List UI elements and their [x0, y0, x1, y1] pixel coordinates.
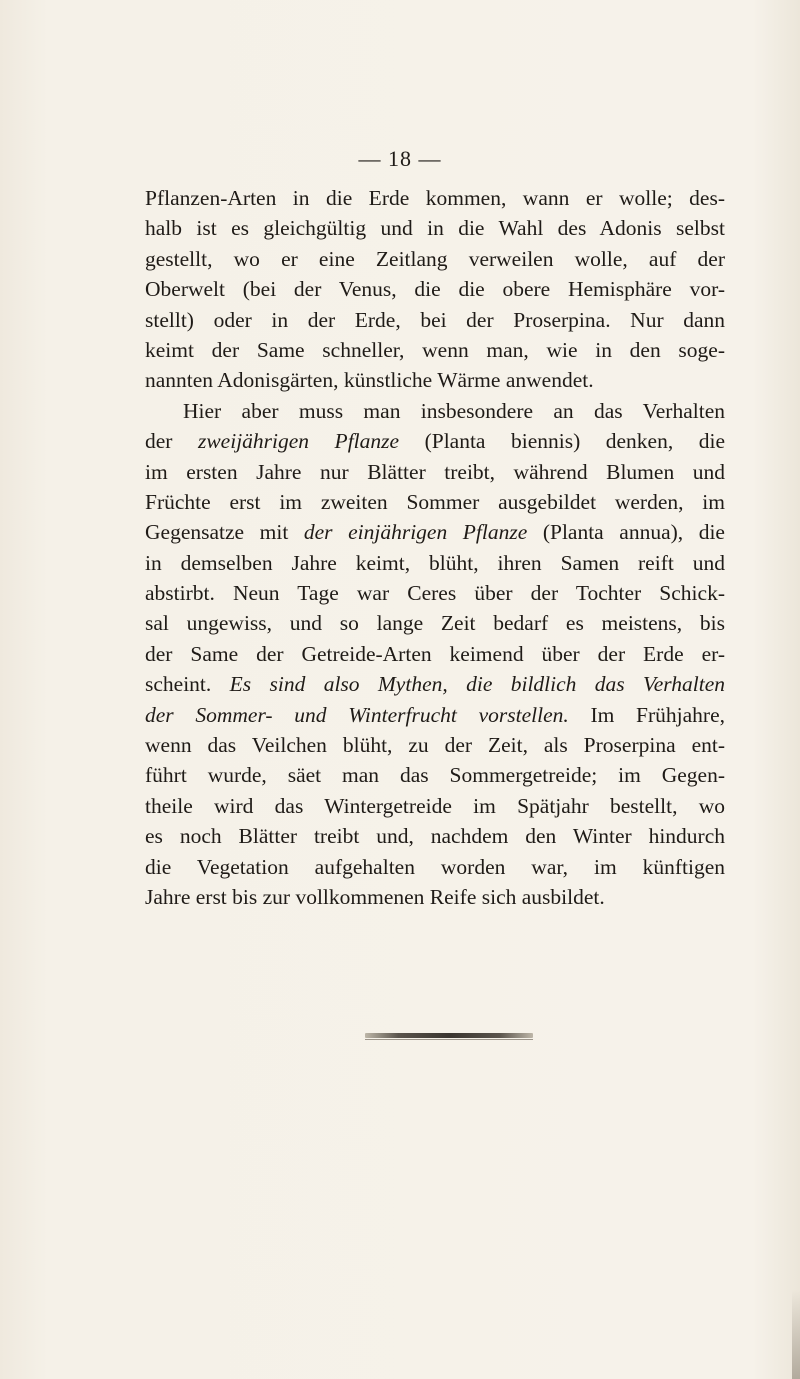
- text-line: [145, 760, 725, 790]
- text-segment: im ersten Jahre nur Blätter treibt, während Blumen und: [145, 459, 725, 484]
- text-line: [145, 700, 725, 730]
- text-segment: stellt) oder in der Erde, bei der Proserpina. Nur dann: [145, 307, 725, 332]
- text-segment: abstirbt. Neun Tage war Ceres über der Tochter Schick-: [145, 581, 725, 606]
- text-line: [145, 608, 725, 638]
- text-segment: Früchte erst im zweiten Sommer ausgebildet werden, im: [145, 489, 725, 514]
- body-text: [145, 183, 725, 912]
- text-line: [145, 457, 725, 487]
- emphasized-text: Es sind also Mythen, die bildlich das Verhalten: [229, 672, 725, 697]
- emphasized-text: der einjährigen Pflanze: [303, 520, 528, 545]
- text-line: [145, 305, 725, 335]
- text-segment: (Planta biennis) denken, die: [399, 429, 725, 454]
- text-segment: in demselben Jahre keimt, blüht, ihren Samen reift und: [145, 550, 725, 575]
- end-ornament-rule: [365, 1033, 533, 1038]
- text-segment: nannten Adonisgärten, künstliche Wärme anwendet.: [145, 368, 594, 393]
- text-line: [145, 730, 725, 760]
- text-line: [145, 852, 725, 882]
- text-line: [145, 548, 725, 578]
- text-segment: führt wurde, säet man das Sommergetreide; im Gegen-: [145, 763, 725, 788]
- text-segment: halb ist es gleichgültig und in die Wahl des Adonis selbst: [145, 216, 725, 241]
- text-segment: keimt der Same schneller, wenn man, wie in den soge-: [145, 337, 725, 362]
- emphasized-text: der Sommer- und Winterfrucht vorstellen.: [145, 702, 569, 727]
- text-segment: gestellt, wo er eine Zeitlang verweilen wolle, auf der: [145, 246, 725, 271]
- text-line: [145, 882, 725, 912]
- text-segment: (Planta annua), die: [527, 520, 725, 545]
- text-segment: Oberwelt (bei der Venus, die die obere Hemisphäre vor-: [145, 277, 725, 302]
- text-segment: Im Frühjahre,: [568, 702, 725, 727]
- text-line: [145, 578, 725, 608]
- text-line: [145, 517, 725, 547]
- text-segment: wenn das Veilchen blüht, zu der Zeit, als Proserpina ent-: [145, 733, 725, 758]
- text-line: [145, 335, 725, 365]
- page-edge-shadow: [792, 1290, 800, 1379]
- text-line: [145, 183, 725, 213]
- text-segment: es noch Blätter treibt und, nachdem den Winter hindurch: [145, 824, 725, 849]
- text-segment: der Same der Getreide-Arten keimend über der Erde er-: [145, 641, 725, 666]
- text-segment: die Vegetation aufgehalten worden war, im künftigen: [145, 854, 725, 879]
- text-line: [145, 365, 725, 395]
- text-segment: Jahre erst bis zur vollkommenen Reife sich ausbildet.: [145, 884, 605, 909]
- text-line: [145, 213, 725, 243]
- text-segment: der: [145, 429, 198, 454]
- text-segment: scheint.: [145, 672, 230, 697]
- text-segment: Gegensatze mit: [145, 520, 304, 545]
- text-line: [145, 487, 725, 517]
- emphasized-text: zweijährigen Pflanze: [197, 429, 400, 454]
- text-line: [145, 791, 725, 821]
- text-line: [145, 639, 725, 669]
- text-segment: Hier aber muss man insbesondere an das Verhalten: [183, 398, 725, 423]
- text-segment: sal ungewiss, und so lange Zeit bedarf es meistens, bis: [145, 611, 725, 636]
- page-number: — 18 —: [358, 146, 442, 171]
- text-line: [145, 274, 725, 304]
- text-line: [145, 821, 725, 851]
- text-line: [145, 669, 725, 699]
- text-segment: theile wird das Wintergetreide im Spätjahr bestellt, wo: [145, 793, 725, 818]
- text-line: [145, 244, 725, 274]
- text-line: [145, 396, 725, 426]
- text-segment: Pflanzen-Arten in die Erde kommen, wann er wolle; des-: [145, 186, 725, 210]
- text-line: [145, 426, 725, 456]
